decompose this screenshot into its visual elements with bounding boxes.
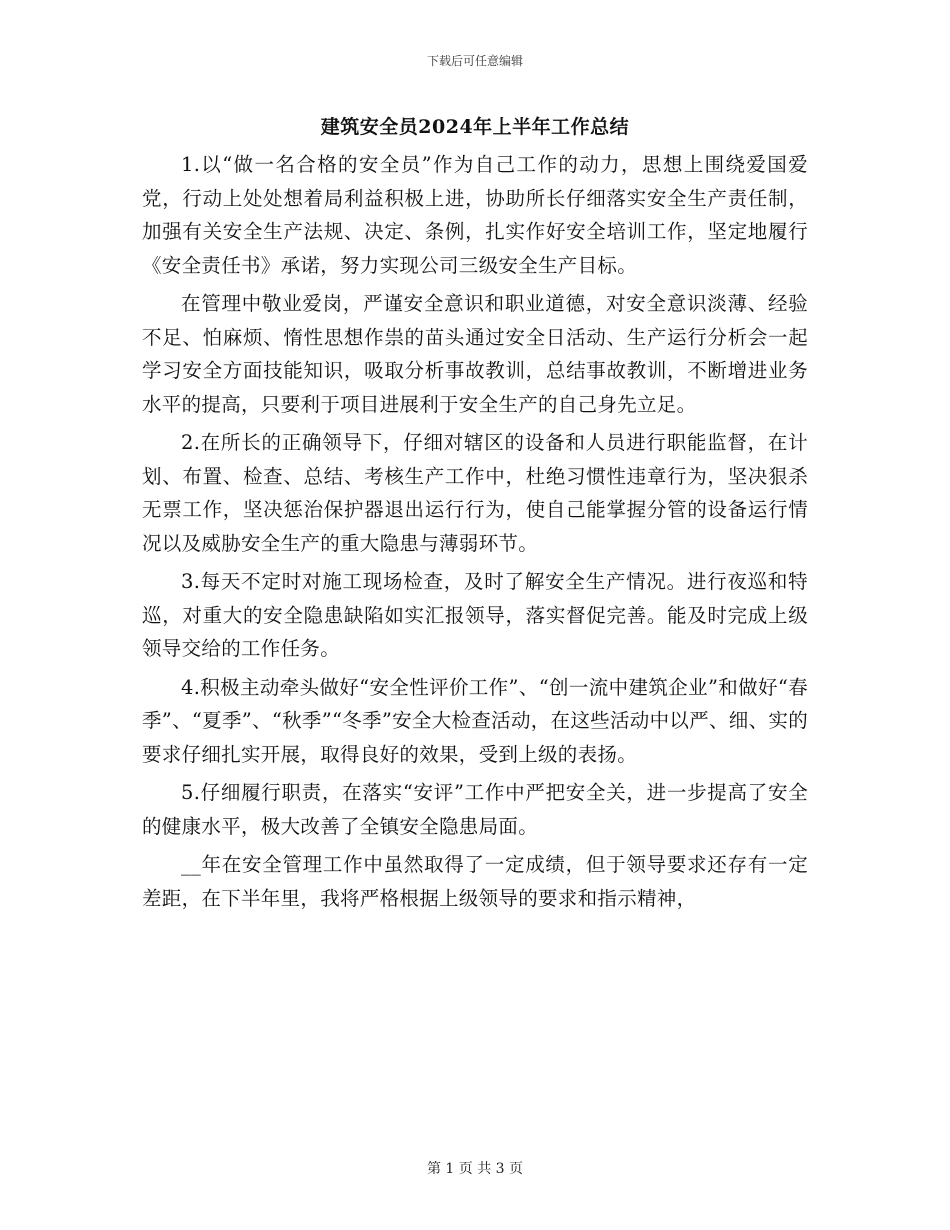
header-note: 下载后可任意编辑 — [426, 54, 523, 68]
paragraph-4: 3.每天不定时对施工现场检查，及时了解安全生产情况。进行夜巡和特巡，对重大的安全隐患缺陷如实汇报领导，落实督促完善。能及时完成上级领导交给的工作任务。 — [142, 570, 808, 660]
paragraph-5: 4.积极主动牵头做好“安全性评价工作”、“创一流中建筑企业”和做好“春季”、“夏季”、“秋季”“冬季”安全大检查活动，在这些活动中以严、细、实的要求仔细扎实开展，取得良好的效果，受到上级的表扬。 — [142, 675, 808, 766]
paragraph-2: 在管理中敬业爱岗，严谨安全意识和职业道德，对安全意识淡薄、经验不足、怕麻烦、惰性思想作祟的苗头通过安全日活动、生产运行分析会一起学习安全方面技能知识，吸取分析事故教训，总结事故教训，不断增进业务水平的提高，只要利于项目进展利于安全生产的自己身先立足。 — [142, 292, 808, 416]
page-footer: 第 1 页 共 3 页 — [426, 1161, 524, 1177]
document-body — [142, 148, 808, 920]
paragraph-3: 2.在所长的正确领导下，仔细对辖区的设备和人员进行职能监督，在计划、布置、检查、总结、考核生产工作中，杜绝习惯性违章行为，坚决狠杀无票工作，坚决惩治保护器退出运行行为，使自己能掌握分管的设备运行情况以及威胁安全生产的重大隐患与薄弱环节。 — [142, 431, 808, 555]
paragraph-7: __年在安全管理工作中虽然取得了一定成绩，但于领导要求还存有一定差距，在下半年里，我将严格根据上级领导的要求和指示精神， — [142, 853, 808, 910]
document-title: 建筑安全员2024年上半年工作总结 — [320, 116, 630, 138]
paragraph-1: 1.以“做一名合格的安全员”作为自己工作的动力，思想上围绕爱国爱党，行动上处处想着局利益积极上进，协助所长仔细落实安全生产责任制，加强有关安全生产法规、决定、条例，扎实作好安全培训工作，坚定地履行《安全责任书》承诺，努力实现公司三级安全生产目标。 — [142, 153, 808, 277]
paragraph-6: 5.仔细履行职责，在落实“安评”工作中严把安全关，进一步提高了安全的健康水平，极大改善了全镇安全隐患局面。 — [142, 781, 808, 838]
